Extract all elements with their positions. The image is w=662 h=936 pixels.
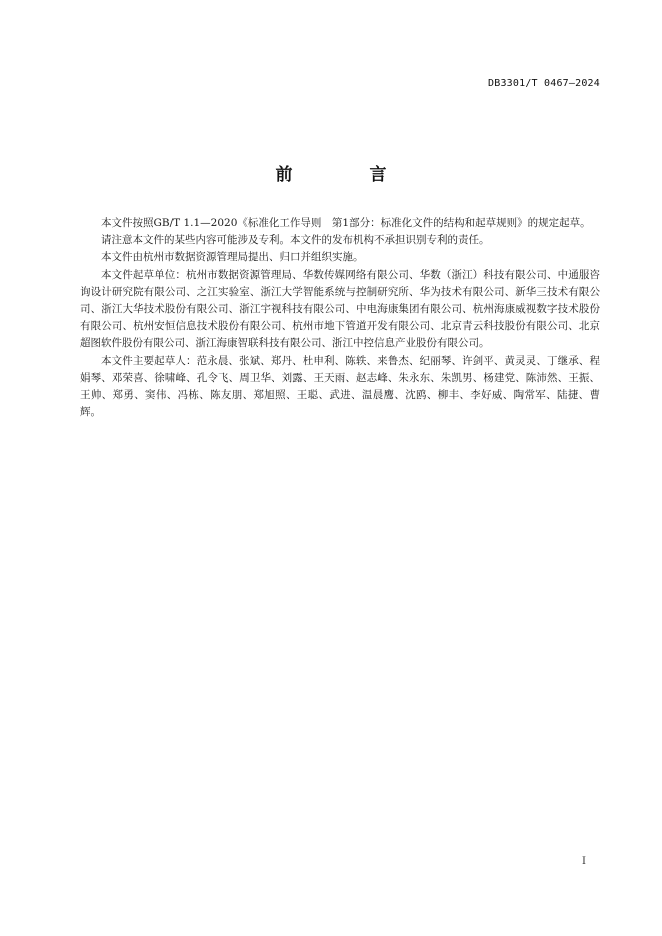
paragraph-drafting-units: 本文件起草单位：杭州市数据资源管理局、华数传媒网络有限公司、华数（浙江）科技有限公司、中通服咨询设计研究院有限公司、之江实验室、浙江大学智能系统与控制研究所、华为技术有限公司、新华三技术有限公司、浙江大华技术股份有限公司、浙江宇视科技有限公司、中电海康集团有限公司、杭州海康威视数字技术股份有限公司、杭州安恒信息技术股份有限公司、杭州市地下管道开发有限公司、北京青云科技股份有限公司、北京超图软件股份有限公司、浙江海康智联科技有限公司、浙江中控信息产业股份有限公司。 <box>80 268 600 350</box>
document-code: DB3301/T 0467—2024 <box>488 78 600 89</box>
paragraph-drafting-rules: 本文件按照GB/T 1.1—2020《标准化工作导则 第1部分：标准化文件的结构和起草规则》的规定起草。 <box>101 217 591 229</box>
paragraph-drafters: 本文件主要起草人：范永晨、张斌、郑丹、杜申利、陈轶、来鲁杰、纪丽琴、许剑平、黄灵灵、丁继承、程娟琴、邓荣喜、徐啸峰、孔令飞、周卫华、刘露、王天雨、赵志峰、朱永东、朱凯男、杨建党、陈沛然、王振、王帅、郑勇、窦伟、冯栋、陈友朋、郑旭照、王聪、武进、温晨鹰、沈鸥、柳丰、李好威、陶常军、陆捷、曹辉。 <box>80 354 600 419</box>
paragraph-patent-notice: 请注意本文件的某些内容可能涉及专利。本文件的发布机构不承担识别专利的责任。 <box>101 234 490 247</box>
page-number: I <box>582 856 586 867</box>
foreword-body <box>80 215 600 421</box>
paragraph-proposer: 本文件由杭州市数据资源管理局提出、归口并组织实施。 <box>101 251 364 264</box>
page-title: 前 言 <box>275 165 417 185</box>
